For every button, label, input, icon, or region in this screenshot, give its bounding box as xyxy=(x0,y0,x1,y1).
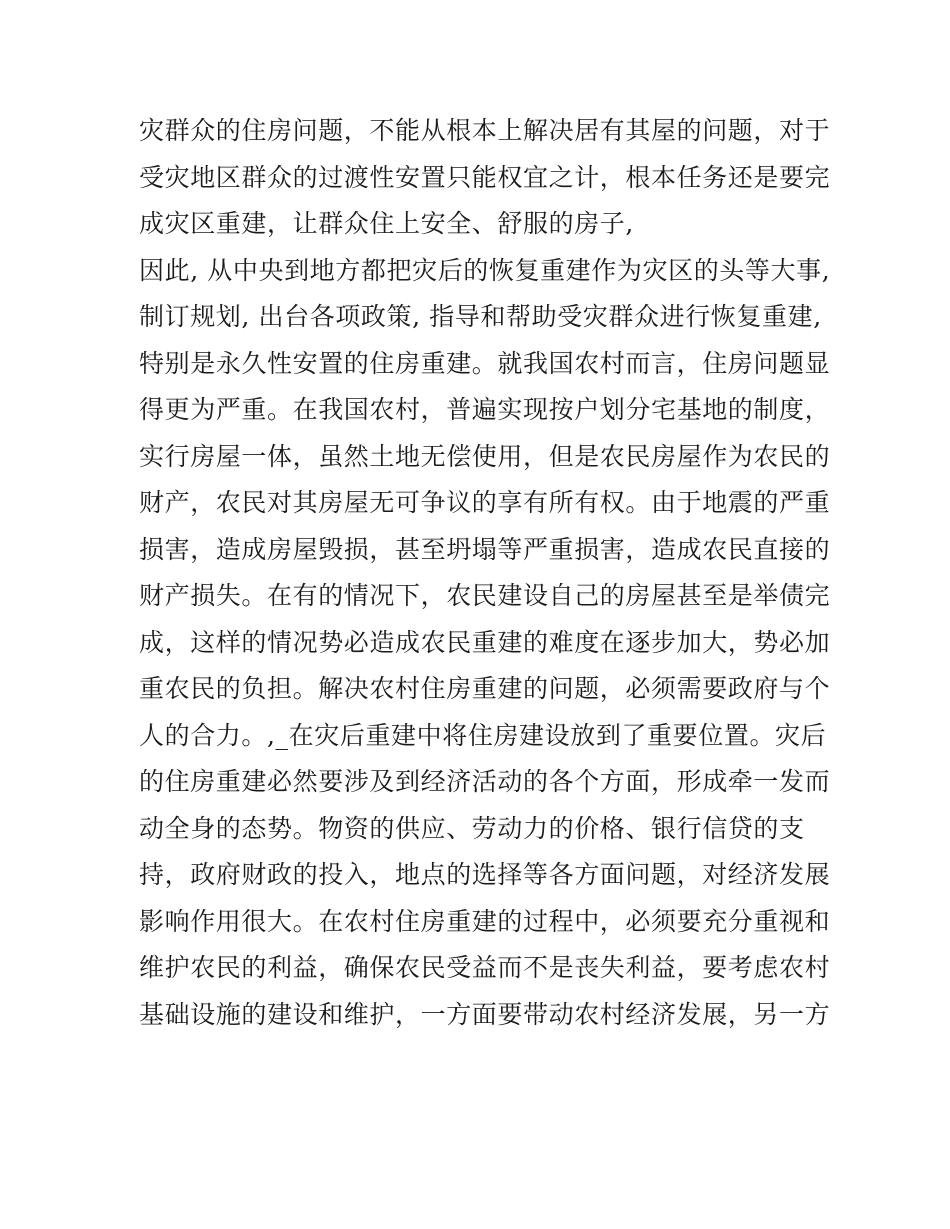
text-line: 财产损失。在有的情况下，农民建设自己的房屋甚至是举债完 xyxy=(139,581,831,610)
text-line: 人的合力。,_在灾后重建中将住房建设放到了重要位置。灾后 xyxy=(139,720,827,750)
text-line: 制订规划, 出台各项政策, 指导和帮助受灾群众进行恢复重建, xyxy=(139,302,822,331)
text-line: 成，这样的情况势必造成农民重建的难度在逐步加大，势必加 xyxy=(139,627,831,657)
text-line: 持，政府财政的投入，地点的选择等各方面问题，对经济发展 xyxy=(139,860,831,889)
text-line: 成灾区重建，让群众住上安全、舒服的房子, xyxy=(139,209,634,238)
body-text xyxy=(139,108,839,1038)
text-line: 的住房重建必然要涉及到经济活动的各个方面，形成牵一发而 xyxy=(139,767,831,796)
text-line: 实行房屋一体，虽然土地无偿使用，但是农民房屋作为农民的 xyxy=(139,441,831,471)
text-line: 维护农民的利益，确保农民受益而不是丧失利益，要考虑农村 xyxy=(139,953,831,982)
text-line: 基础设施的建设和维护，一方面要带动农村经济发展，另一方 xyxy=(139,999,831,1029)
text-line: 受灾地区群众的过渡性安置只能权宜之计，根本任务还是要完 xyxy=(139,162,831,192)
text-line: 特别是永久性安置的住房重建。就我国农村而言，住房问题显 xyxy=(139,348,831,378)
text-line: 动全身的态势。物资的供应、劳动力的价格、银行信贷的支 xyxy=(139,813,805,843)
text-line: 影响作用很大。在农村住房重建的过程中，必须要充分重视和 xyxy=(139,906,831,936)
text-line: 得更为严重。在我国农村，普遍实现按户划分宅基地的制度， xyxy=(139,395,831,424)
text-line: 灾群众的住房问题，不能从根本上解决居有其屋的问题，对于 xyxy=(139,116,831,145)
text-line: 重农民的负担。解决农村住房重建的问题，必须需要政府与个 xyxy=(139,674,831,703)
text-line: 财产，农民对其房屋无可争议的享有所有权。由于地震的严重 xyxy=(139,488,831,517)
text-line: 损害，造成房屋毁损，甚至坍塌等严重损害，造成农民直接的 xyxy=(139,534,831,564)
text-line: 因此, 从中央到地方都把灾后的恢复重建作为灾区的头等大事, xyxy=(139,255,831,285)
